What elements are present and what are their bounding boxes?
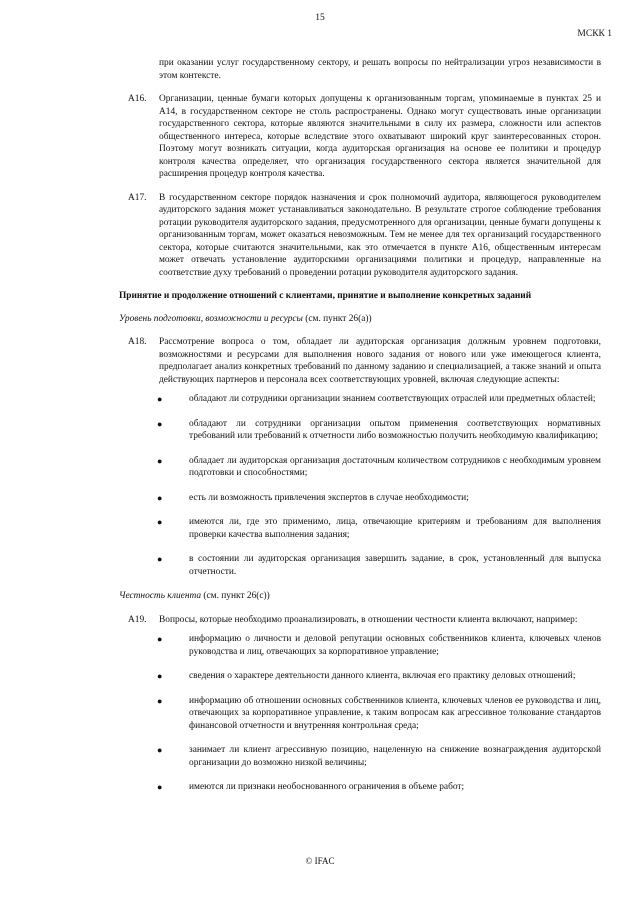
list-item: ● имеются ли, где это применимо, лица, отвечающие критериям и требованиям для выполнения проверки качества выполнения задания; <box>157 517 601 540</box>
subsection-title: Честность клиента <box>119 591 202 601</box>
bullet-icon: ● <box>157 418 163 429</box>
bullet-icon: ● <box>157 394 163 404</box>
list-item: ● информацию о личности и деловой репутации основных собственников клиента, ключевых членов руководства и лиц, отвечающих за корпоративное управление; <box>157 634 601 657</box>
bullet-icon: ● <box>157 517 163 527</box>
paragraph-text: Вопросы, которые необходимо проанализировать, в отношении честности клиента включают, например: <box>159 614 578 625</box>
list-item: ● информацию об отношении основных собственников клиента, ключевых членов ее руководства и лиц, отвечающих за корпоративное управление, к таким вопросам как агрессивное толкование стандартов финансовой отчетности и внутренняя контрольная среда; <box>157 695 601 731</box>
paragraph-continuation: при оказании услуг государственному сектору, и решать вопросы по нейтрализации угроз независимости в этом контексте. <box>159 58 601 81</box>
subsection-reference: (см. пункт 26(c)) <box>201 591 270 601</box>
copyright-footer: © IFAC <box>305 856 335 866</box>
paragraph-number: A19. <box>128 614 147 625</box>
section-heading: Принятие и продолжение отношений с клиентами, принятие и выполнение конкретных заданий <box>119 291 532 301</box>
paragraph-number: A18. <box>128 337 147 347</box>
bullet-icon: ● <box>157 554 163 564</box>
subsection-heading-integrity <box>119 590 601 603</box>
bullet-icon: ● <box>157 782 163 792</box>
bullet-icon: ● <box>157 745 163 755</box>
paragraph-text: Рассмотрение вопроса о том, обладает ли аудиторская организация должным уровнем подготовки, возможностями и ресурсами для выполнения нового задания от нового или уже имеющегося клиента, предполагает анализ конкретных требований по данному заданию и специализацией, а также знаний и опыта действующих партнеров и персонала всех соответствующих уровней, включая следующие аспекты: <box>159 337 601 385</box>
page-number: 15 <box>315 13 325 23</box>
list-item: ● обладают ли сотрудники организации опытом применения соответствующих нормативных требований или требований к отчетности либо возможностью получить необходимую квалификацию; <box>157 418 601 441</box>
bullet-list-a19 <box>119 633 601 794</box>
list-item: ● сведения о характере деятельности данного клиента, включая его практику деловых отношений; <box>157 671 576 681</box>
page-content <box>119 57 601 806</box>
list-item: ● есть ли возможность привлечения экспертов в случае необходимости; <box>157 492 469 503</box>
bullet-list-a18 <box>119 393 601 578</box>
paragraph-a17 <box>119 192 601 280</box>
bullet-icon: ● <box>157 455 163 466</box>
bullet-icon: ● <box>157 671 163 681</box>
subsection-reference: (см. пункт 26(a)) <box>302 313 372 324</box>
bullet-icon: ● <box>157 695 163 706</box>
paragraph-a16 <box>119 93 601 181</box>
paragraph-a18 <box>119 336 601 386</box>
list-item: ● обладает ли аудиторская организация достаточным количеством сотрудников с необходимым уровнем подготовки и способностями; <box>157 455 601 478</box>
paragraph-number: A16. <box>128 94 147 104</box>
subsection-title: Уровень подготовки, возможности и ресурсы <box>119 313 303 324</box>
paragraph-text: В государственном секторе порядок назначения и срок полномочий аудитора, являющегося руководителем аудиторского задания может устанавливаться законодательно. В результате строгое соблюдение требования ротации руководителя аудиторского задания, предусмотренного для организации, ценные бумаги допущены к организованным торгам, может оказаться невозможным. Тем не менее для тех организаций государственного сектора, которые считаются значительными, как это отмечается в пункте A16, общественным интересам может отвечать установление аудиторскими организациями политики и процедур, направленные на соответствие духу требований о проведении ротации руководителя аудиторского задания. <box>159 192 601 278</box>
list-item: ● в состоянии ли аудиторская организация завершить задание, в срок, установленный для выпуска отчетности. <box>157 554 601 577</box>
list-item: ● имеются ли признаки необоснованного ограничения в объеме работ; <box>157 782 465 792</box>
paragraph-text: Организации, ценные бумаги которых допущены к организованным торгам, упоминаемые в пунктах 25 и A14, в государственном секторе не столь распространены. Однако могут существовать иные организации государственного сектора, которые являются значительными в силу их размера, сложности или аспектов общественного интереса, которые вследствие этого охватывают широкий круг заинтересованных сторон. Поэтому могут возникать ситуации, когда аудиторская организация на основе ее политики и процедур контроля качества определяет, что организация государственного сектора является значительной для расширения процедур контроля качества. <box>159 94 601 179</box>
bullet-icon: ● <box>157 492 163 503</box>
paragraph-number: A17. <box>128 192 147 203</box>
subsection-heading-competence <box>119 313 601 326</box>
bullet-icon: ● <box>157 634 163 644</box>
list-item: ● занимает ли клиент агрессивную позицию, нацеленную на снижение вознаграждения аудиторской организации до возможно низкой величины; <box>157 745 601 768</box>
list-item: ● обладают ли сотрудники организации знанием соответствующих отраслей или предметных областей; <box>157 394 596 404</box>
paragraph-a19 <box>119 614 601 627</box>
document-code: МСКК 1 <box>577 29 612 39</box>
